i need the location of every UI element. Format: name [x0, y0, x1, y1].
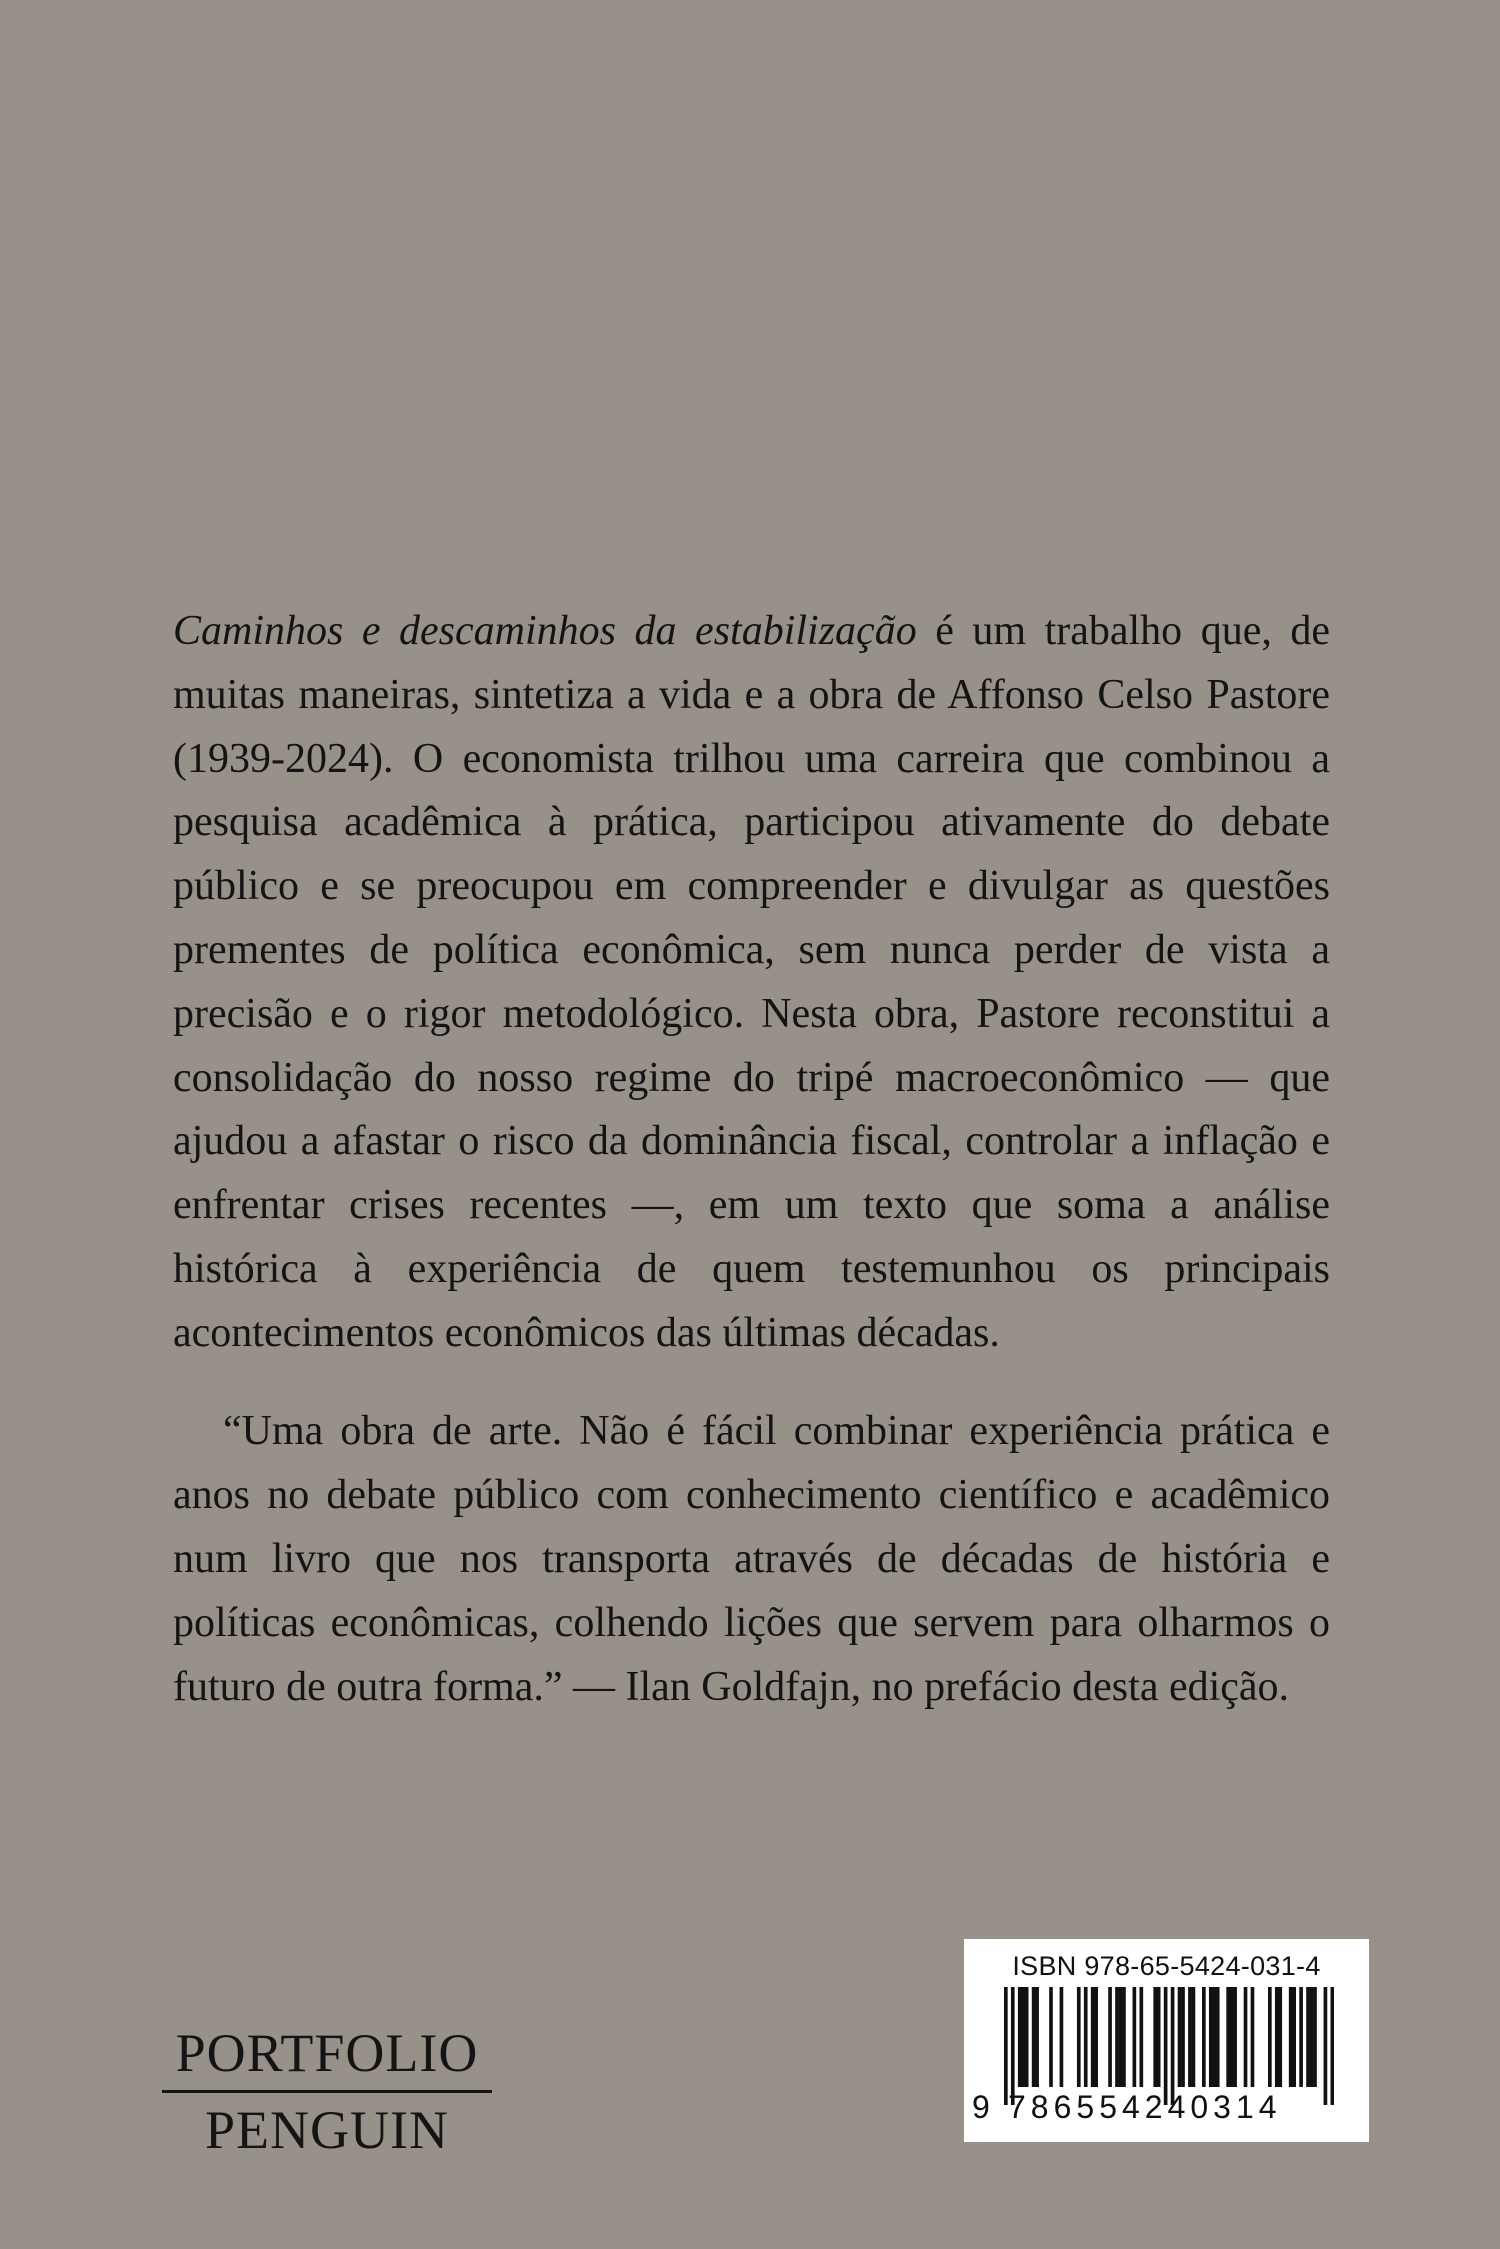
barcode-bar: [1313, 1987, 1317, 2087]
barcode-bar: [1139, 1987, 1143, 2087]
barcode-bar: [1115, 1987, 1119, 2087]
barcode-bar: [1209, 1987, 1213, 2087]
barcode-bar: [1278, 1987, 1282, 2087]
barcode-bar: [1292, 1987, 1296, 2087]
barcode-bars: [1004, 1987, 1334, 2105]
barcode-bar: [1094, 1987, 1098, 2087]
barcode-bar: [1119, 1987, 1123, 2087]
barcode-bar: [1084, 1987, 1088, 2087]
barcode-bar: [1032, 1987, 1036, 2087]
barcode-bar: [1192, 1987, 1196, 2087]
barcode-bar: [1299, 1987, 1303, 2087]
barcode-bar: [1331, 1987, 1334, 2105]
back-cover-description: [173, 600, 1330, 1366]
barcode-bar: [1035, 1987, 1039, 2087]
barcode-bar: [1178, 1987, 1182, 2087]
barcode-bar: [1230, 1987, 1234, 2087]
description-paragraph: [173, 600, 1330, 1366]
publisher-logo-portfolio: PORTFOLIO: [175, 2023, 479, 2083]
barcode-bar: [1077, 1987, 1081, 2087]
barcode-bar: [1060, 1987, 1064, 2087]
barcode-bar: [1324, 1987, 1328, 2105]
barcode-bar: [1004, 1987, 1008, 2105]
barcode-bar: [1226, 1987, 1230, 2087]
barcode-bar: [1202, 1987, 1206, 2087]
isbn-label: ISBN 978-65-5424-031-4: [1012, 1951, 1321, 1981]
barcode-bar: [1310, 1987, 1314, 2087]
barcode-bar: [1122, 1987, 1126, 2087]
endorsement-quote: “Uma obra de arte. Não é fácil combinar experiência prática e anos no debate público com conhecimento científico e acadêmico num livro que nos transporta através de décadas de história e políticas econômicas, colhendo lições que servem para olharmos o futuro de outra forma.” — Ilan Goldfajn, no prefácio desta edição.: [173, 1408, 1330, 1710]
barcode-bar: [1011, 1987, 1015, 2105]
book-title-italic: Caminhos e descaminhos da estabilização: [173, 608, 917, 654]
barcode-bar: [1133, 1987, 1137, 2087]
barcode-bar: [1188, 1987, 1192, 2087]
barcode-bar: [1025, 1987, 1029, 2087]
barcode-bar: [1091, 1987, 1095, 2087]
barcode-bar: [1244, 1987, 1248, 2087]
barcode-bar: [1289, 1987, 1293, 2087]
barcode-bar: [1306, 1987, 1310, 2087]
barcode-bar: [1212, 1987, 1216, 2087]
barcode-digits: 786554240314: [1008, 2089, 1282, 2125]
barcode-bar: [1018, 1987, 1022, 2087]
barcode-bar: [1153, 1987, 1157, 2087]
publisher-logo: [162, 2020, 492, 2163]
barcode-bar: [1251, 1987, 1255, 2087]
barcode-bar: [1021, 1987, 1025, 2087]
publisher-logo-rule: [162, 2090, 492, 2093]
barcode-bar: [1157, 1987, 1161, 2087]
description-body: é um trabalho que, de muitas maneiras, sintetiza a vida e a obra de Affonso Celso Pastore (1939-2024). O economista trilhou uma carreira que combinou a pesquisa acadêmica à prática, participou ativamente do debate público e se preocupou em compreender e divulgar as questões prementes de política econômica, sem nunca perder de vista a precisão e o rigor metodológico. Nesta obra, Pastore reconstitui a consolidação do nosso regime do tripé macroeconômico — que ajudou a afastar o risco da dominância fiscal, controlar a inflação e enfrentar crises recentes —, em um texto que soma a análise histórica à experiência de quem testemunhou os principais acontecimentos econômicos das últimas décadas.: [173, 608, 1330, 1356]
barcode-bar: [1164, 1987, 1168, 2105]
barcode-bar: [1049, 1987, 1053, 2087]
barcode-bar: [1275, 1987, 1279, 2087]
barcode-first-digit: 9: [972, 2089, 990, 2125]
barcode-bar: [1268, 1987, 1272, 2087]
barcode-bar: [1171, 1987, 1175, 2105]
publisher-logo-penguin: PENGUIN: [205, 2100, 449, 2160]
barcode-bar: [1108, 1987, 1112, 2087]
barcode-bar: [1216, 1987, 1220, 2087]
isbn-barcode: [964, 1939, 1369, 2142]
barcode-bar: [1233, 1987, 1237, 2087]
barcode-bar: [1181, 1987, 1185, 2087]
